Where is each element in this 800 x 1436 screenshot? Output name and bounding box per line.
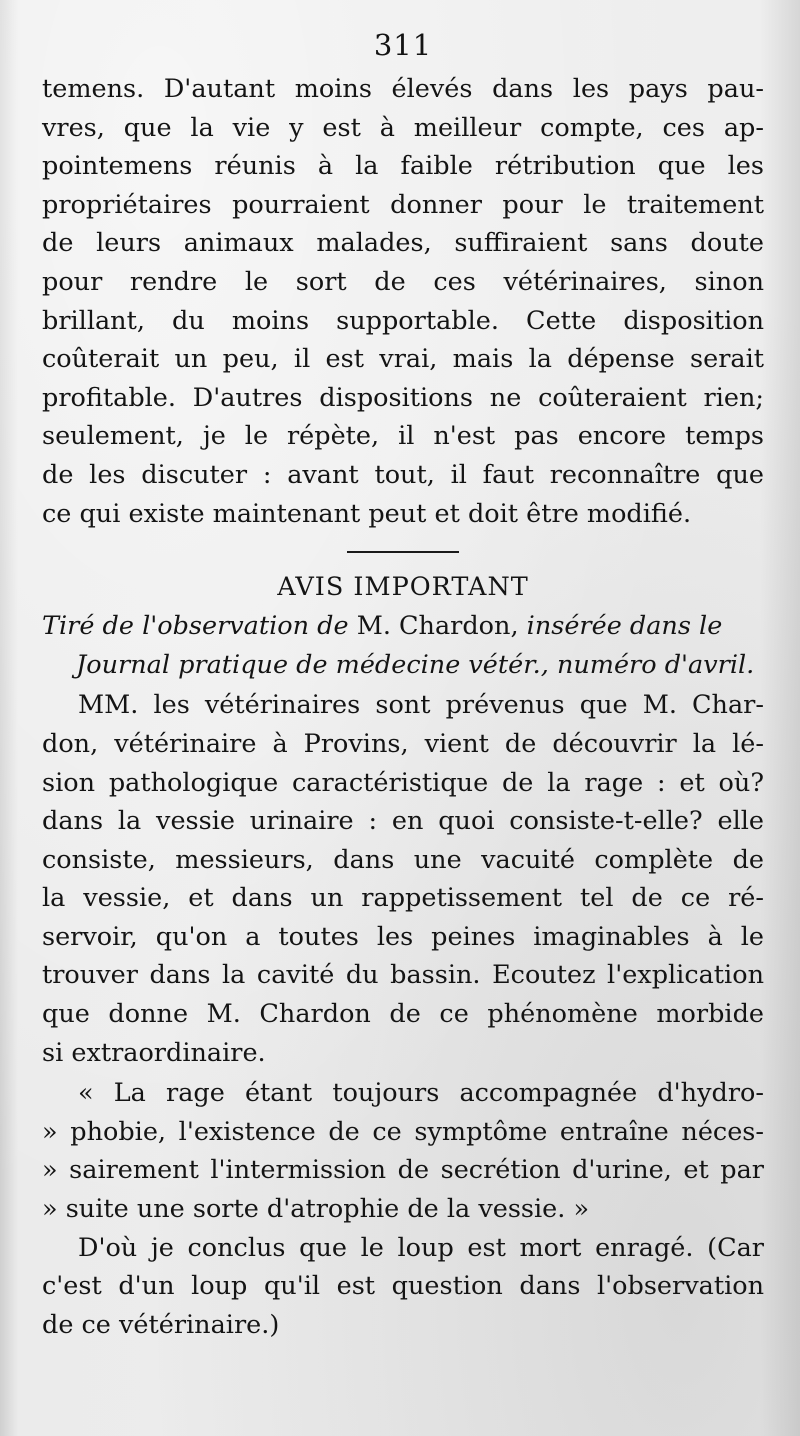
paragraph-conclusion (42, 1229, 764, 1345)
text-line: pour rendre le sort de ces vétérinaires, sinon (42, 266, 764, 297)
text-line: que donne M. Chardon de ce phénomène morbide (42, 999, 764, 1030)
text-line: trouver dans la cavité du bassin. Ecoutez l'explication (42, 960, 764, 991)
text-line: de les discuter : avant tout, il faut reconnaître que (42, 459, 764, 490)
text-line: servoir, qu'on a toutes les peines imaginables à le (42, 921, 764, 952)
text-line: ce qui existe maintenant peut et doit être modifié. (42, 498, 692, 529)
text-line: vres, que la vie y est à meilleur compte, ces ap- (42, 112, 764, 143)
subtitle-italic: Tiré de l'observation de (42, 611, 349, 642)
text-line: si extraordinaire. (42, 1037, 266, 1068)
text-line: propriétaires pourraient donner pour le traitement (42, 189, 764, 220)
text-line: brillant, du moins supportable. Cette disposition (42, 305, 764, 336)
subtitle-line (42, 607, 764, 646)
text-line: sion pathologique caractéristique de la rage : et où? (42, 767, 764, 798)
text-line: c'est d'un loup qu'il est question dans l'observation (42, 1271, 764, 1302)
text-line: » suite une sorte d'atrophie de la vessie. » (42, 1194, 590, 1225)
section-divider (347, 551, 459, 553)
subtitle-italic: Journal pratique de médecine vétér., numéro d'avril. (76, 649, 755, 680)
text-line: » sairement l'intermission de secrétion d'urine, et par (42, 1155, 764, 1186)
paragraph-quote (42, 1074, 764, 1228)
paragraph-continuation (42, 70, 764, 533)
subtitle-name: M. Chardon, (356, 611, 519, 642)
text-line: don, vétérinaire à Provins, vient de découvrir la lé- (42, 728, 764, 759)
text-line: dans la vessie urinaire : en quoi consiste-t-elle? elle (42, 806, 764, 837)
page-number: 311 (373, 28, 433, 62)
text-line: de ce vétérinaire.) (42, 1309, 280, 1340)
text-line: profitable. D'autres dispositions ne coûteraient rien; (42, 382, 764, 413)
notice-subtitle (42, 607, 764, 684)
text-line: coûterait un peu, il est vrai, mais la dépense serait (42, 344, 764, 375)
text-line: la vessie, et dans un rappetissement tel de ce ré- (42, 883, 764, 914)
text-line: « La rage étant toujours accompagnée d'hydro- (78, 1078, 764, 1109)
subtitle-line (42, 646, 764, 685)
notice-heading: AVIS IMPORTANT (277, 572, 529, 603)
text-line: D'où je conclus que le loup est mort enragé. (Car (78, 1232, 764, 1263)
text-line: consiste, messieurs, dans une vacuité complète de (42, 844, 764, 875)
text-line: de leurs animaux malades, suffiraient sans doute (42, 228, 764, 259)
text-line: MM. les vétérinaires sont prévenus que M. Char- (78, 690, 764, 721)
text-line: seulement, je le répète, il n'est pas encore temps (42, 421, 764, 452)
text-line: » phobie, l'existence de ce symptôme entraîne néces- (42, 1116, 764, 1147)
paragraph-notice (42, 686, 764, 1072)
text-line: pointemens réunis à la faible rétribution que les (42, 151, 764, 182)
text-line: temens. D'autant moins élevés dans les pays pau- (42, 74, 764, 104)
subtitle-italic: insérée dans le (526, 611, 723, 642)
